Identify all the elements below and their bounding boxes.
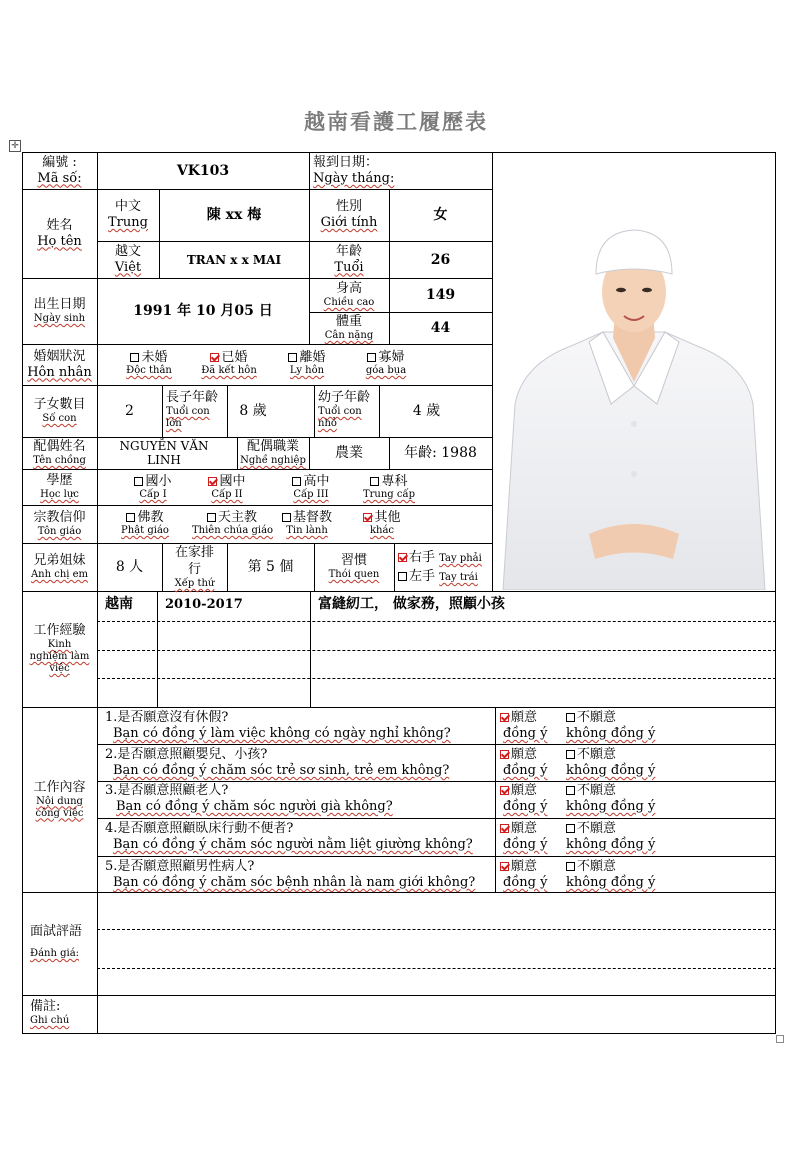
work-experience-label: 工作經驗 Kinh nghiệm làm việc [29, 623, 90, 674]
height-value: 149 [425, 287, 456, 303]
chinese-name-label: 中文 Trung [108, 199, 148, 230]
checkbox-icon[interactable] [370, 477, 379, 486]
checkbox-checked-icon[interactable] [500, 750, 509, 759]
siblings-count-value: 8 人 [115, 559, 144, 575]
job-question-1: 1.是否願意沒有休假? Bạn có đồng ý làm việc không có ngày nghỉ không? [105, 710, 451, 741]
age-value: 26 [430, 251, 451, 268]
checkbox-icon[interactable] [367, 353, 376, 362]
children-count-label: 子女數目 Số con [33, 397, 86, 424]
job-question-3: 3.是否願意照顧老人? Bạn có đồng ý chăm sóc người già không? [105, 783, 393, 814]
checkbox-checked-icon[interactable] [363, 513, 372, 522]
work-row-years: 2010-2017 [165, 597, 243, 612]
marital-option-single[interactable]: 未婚 Độc thân [126, 350, 172, 376]
answer-yes-2[interactable]: 願意 đồng ý [500, 747, 547, 779]
religion-option-other[interactable]: 其他 khác [352, 510, 412, 537]
spouse-name-value: NGUYỄN VĂN LINH [119, 439, 209, 467]
vietnamese-name-value: TRAN x x MAI [186, 252, 282, 267]
checkbox-icon[interactable] [566, 713, 575, 722]
name-label: 姓名 Họ tên [37, 217, 82, 249]
answer-yes-1[interactable]: 願意 đồng ý [500, 710, 547, 742]
birth-order-value: 第 5 個 [247, 559, 294, 575]
document-title: 越南看護工履歷表 [304, 109, 488, 134]
checkbox-icon[interactable] [566, 824, 575, 833]
marital-status-label: 婚姻狀況 Hôn nhân [27, 348, 92, 380]
spouse-job-label: 配偶職業 Nghề nghiệp [240, 439, 306, 466]
birth-order-label: 在家排行 Xếp thứ [174, 545, 215, 589]
table-resize-handle[interactable] [776, 1035, 784, 1043]
work-row-description: 富縫紉工， 做家務，照顧小孩 [318, 596, 505, 612]
education-option-high[interactable]: 高中 Cấp III [293, 474, 330, 500]
applicant-photo [493, 214, 775, 590]
answer-no-3[interactable]: 不願意 không đồng ý [566, 783, 656, 814]
interview-label: 面試評語 Đánh giá: [30, 924, 83, 959]
education-option-college[interactable]: 專科 Trung cấp [362, 474, 416, 500]
marital-option-widowed[interactable]: 寡婦 góa bụa [365, 350, 407, 376]
education-label: 學歷 Học lực [40, 473, 79, 500]
youngest-child-age-label: 幼子年齡 Tuổi con nhỏ [318, 390, 371, 429]
eldest-child-age-value: 8 歲 [239, 403, 267, 419]
gender-label: 性別 Giới tính [320, 199, 378, 230]
job-question-4: 4.是否願意照顧臥床行動不便者? Bạn có đồng ý chăm sóc người nằm liệt giường không? [105, 821, 473, 852]
job-question-2: 2.是否願意照顧嬰兒、小孩? Bạn có đồng ý chăm sóc trẻ sơ sinh, trẻ em không? [105, 747, 450, 778]
checkbox-checked-icon[interactable] [500, 713, 509, 722]
religion-option-protestant[interactable]: 基督教 Tin lành [272, 510, 342, 537]
eldest-child-age-label: 長子年齡 Tuổi con lớn [166, 390, 219, 429]
answer-no-5[interactable]: 不願意 không đồng ý [566, 859, 656, 890]
job-content-label: 工作內容 Nội dung công việc [33, 779, 86, 819]
height-label: 身高 Chiều cao [323, 281, 375, 308]
checkbox-icon[interactable] [134, 477, 143, 486]
checkbox-icon[interactable] [130, 353, 139, 362]
code-label: 編號 : Mã số: [37, 154, 82, 186]
code-value: VK103 [176, 162, 230, 179]
remarks-label: 備註: Ghi chú [30, 999, 70, 1026]
birth-date-value: 1991 年 10 月05 日 [133, 303, 273, 319]
birth-date-label: 出生日期 Ngày sinh [33, 297, 86, 324]
weight-label: 體重 Cân nặng [324, 314, 374, 341]
spouse-birth-year: 年齡: 1988 [404, 445, 477, 461]
spouse-name-label: 配偶姓名 Tên chồng [33, 439, 86, 466]
checkbox-icon[interactable] [398, 572, 407, 581]
education-option-middle[interactable]: 國中 Cấp II [192, 474, 262, 501]
checkbox-icon[interactable] [292, 477, 301, 486]
checkbox-icon[interactable] [207, 513, 216, 522]
answer-no-1[interactable]: 不願意 không đồng ý [566, 710, 656, 741]
spouse-job-value: 農業 [335, 445, 363, 461]
vietnamese-name-label: 越文 Việt [114, 243, 142, 275]
checkbox-checked-icon[interactable] [398, 553, 407, 562]
checkbox-icon[interactable] [282, 513, 291, 522]
answer-yes-5[interactable]: 願意 đồng ý [500, 859, 547, 891]
religion-label: 宗教信仰 Tôn giáo [33, 510, 86, 537]
weight-value: 44 [430, 320, 451, 336]
left-hand-option[interactable]: 左手 Tay trái [398, 569, 478, 585]
religion-option-buddhism[interactable]: 佛教 Phật giáo [121, 510, 169, 536]
age-label: 年齡 Tuổi [334, 243, 364, 275]
job-question-5: 5.是否願意照顧男性病人? Bạn có đồng ý chăm sóc bệnh nhân là nam giới không? [105, 859, 476, 890]
marital-option-divorced[interactable]: 離婚 Ly hôn [289, 350, 326, 376]
checkbox-checked-icon[interactable] [500, 862, 509, 871]
checkbox-checked-icon[interactable] [500, 786, 509, 795]
answer-no-2[interactable]: 不願意 không đồng ý [566, 747, 656, 778]
siblings-label: 兄弟姐妹 Anh chị em [30, 553, 89, 580]
checkbox-checked-icon[interactable] [208, 477, 217, 486]
chinese-name-value: 陳 xx 梅 [206, 207, 262, 223]
checkbox-icon[interactable] [566, 786, 575, 795]
children-count-value: 2 [125, 403, 134, 419]
answer-no-4[interactable]: 不願意 không đồng ý [566, 821, 656, 852]
checkbox-icon[interactable] [288, 353, 297, 362]
date-label: 報到日期： Ngày tháng: [313, 155, 395, 186]
right-hand-option[interactable]: 右手 Tay phải [398, 550, 482, 566]
checkbox-icon[interactable] [126, 513, 135, 522]
checkbox-checked-icon[interactable] [500, 824, 509, 833]
checkbox-icon[interactable] [566, 862, 575, 871]
education-option-primary[interactable]: 國小 Cấp I [118, 474, 188, 501]
answer-yes-3[interactable]: 願意 đồng ý [500, 783, 547, 815]
habit-label: 習慣 Thói quen [328, 553, 380, 580]
checkbox-checked-icon[interactable] [210, 353, 219, 362]
table-move-handle-icon[interactable]: ✛ [9, 140, 21, 152]
answer-yes-4[interactable]: 願意 đồng ý [500, 821, 547, 853]
work-row-country: 越南 [105, 596, 133, 612]
marital-option-married[interactable]: 已婚 Đã kết hôn [201, 350, 257, 376]
youngest-child-age-value: 4 歲 [412, 403, 441, 419]
religion-option-catholic[interactable]: 天主教 Thiên chúa giáo [192, 510, 274, 536]
gender-value: 女 [433, 207, 448, 223]
checkbox-icon[interactable] [566, 750, 575, 759]
